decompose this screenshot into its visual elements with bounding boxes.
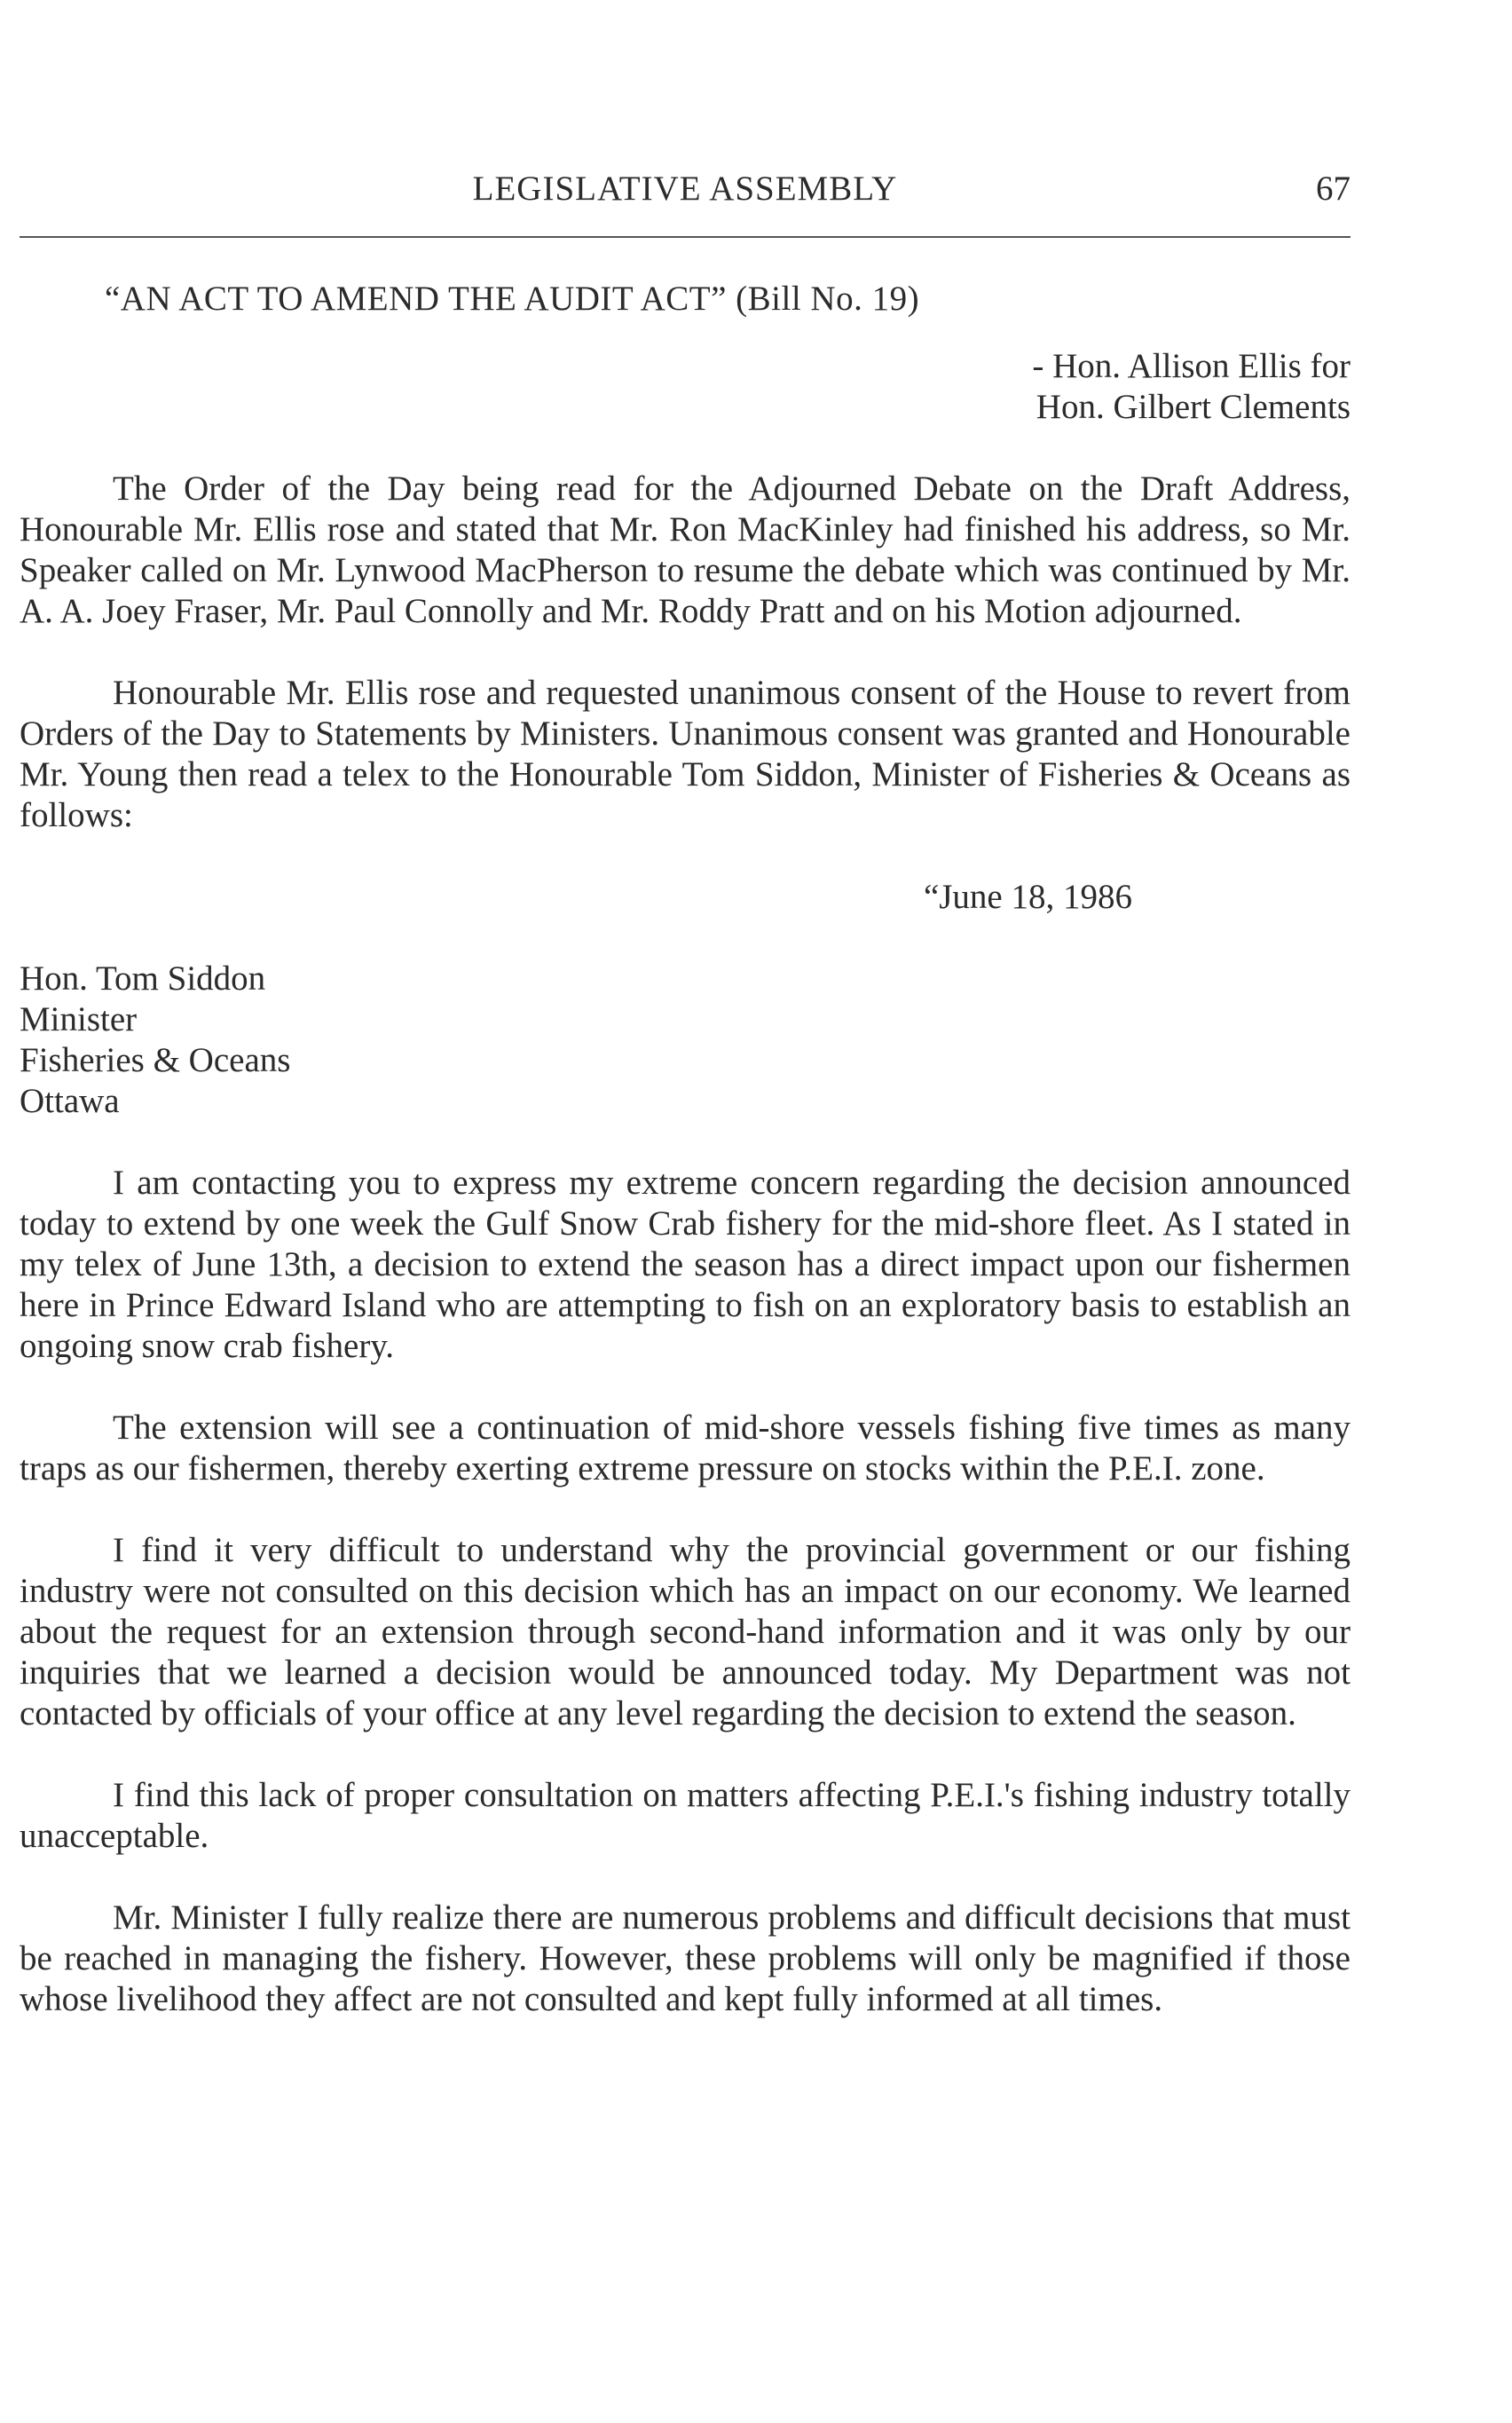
running-head: LEGISLATIVE ASSEMBLY [472,170,898,208]
address-line: Hon. Tom Siddon [20,959,266,998]
sponsor-line: - Hon. Allison Ellis for [1032,347,1351,385]
paragraph: The Order of the Day being read for the Adjourned Debate on the Draft Address, Honourable Mr. Ellis rose and stated that Mr. Ron MacKinley had finished his address, so Mr. Speaker called on Mr. Lynwood MacPherson to resume the debate which was continued by Mr. A. A. Joey Fraser, Mr. Paul Connolly and Mr. Roddy Pratt and on his Motion adjourned. [20,470,1351,630]
telex-paragraph: The extension will see a continuation of mid-shore vessels fishing five times as many traps as our fishermen, thereby exerting extreme pressure on stocks within the P.E.I. zone. [20,1409,1351,1488]
address-line: Fisheries & Oceans [20,1041,291,1079]
telex-paragraph: Mr. Minister I fully realize there are numerous problems and difficult decisions that must be reached in managing the fishery. However, these problems will only be magnified if those whose livelihood they affect are not consulted and kept fully informed at all times. [20,1898,1351,2018]
page-header [20,169,1351,211]
paragraph: Honourable Mr. Ellis rose and requested unanimous consent of the House to revert from Orders of the Day to Statements by Ministers. Unanimous consent was granted and Honourable Mr. Young then read a telex to the Honourable Tom Siddon, Minister of Fisheries & Oceans as follows: [20,674,1351,834]
bill-sponsor [1032,346,1351,428]
address-line: Minister [20,1000,138,1038]
telex-address [20,959,1351,1122]
telex-paragraph: I am contacting you to express my extreme concern regarding the decision announced today to extend by one week the Gulf Snow Crab fishery for the mid-shore fleet. As I stated in my telex of June 13th, a decision to extend the season has a direct impact upon our fishermen here in Prince Edward Island who are attempting to fish on an exploratory basis to establish an ongoing snow crab fishery. [20,1164,1351,1365]
sponsor-line: Hon. Gilbert Clements [1036,388,1351,426]
telex-paragraph: I find this lack of proper consultation on matters affecting P.E.I.'s fishing industry totally unacceptable. [20,1776,1351,1855]
page-number: 67 [1316,170,1351,208]
telex-date: “June 18, 1986 [923,878,1132,916]
bill-title: “AN ACT TO AMEND THE AUDIT ACT” (Bill No. 19) [105,280,920,318]
address-line: Ottawa [20,1082,120,1120]
body-text [20,469,1351,2061]
telex-paragraph: I find it very difficult to understand why the provincial government or our fishing industry were not consulted on this decision which has an impact on our economy. We learned about the request for an extension through second-hand information and it was only by our inquiries that we learned a decision would be announced today. My Department was not contacted by officials of your office at any level regarding the decision to extend the season. [20,1531,1351,1732]
header-rule [20,236,1351,238]
